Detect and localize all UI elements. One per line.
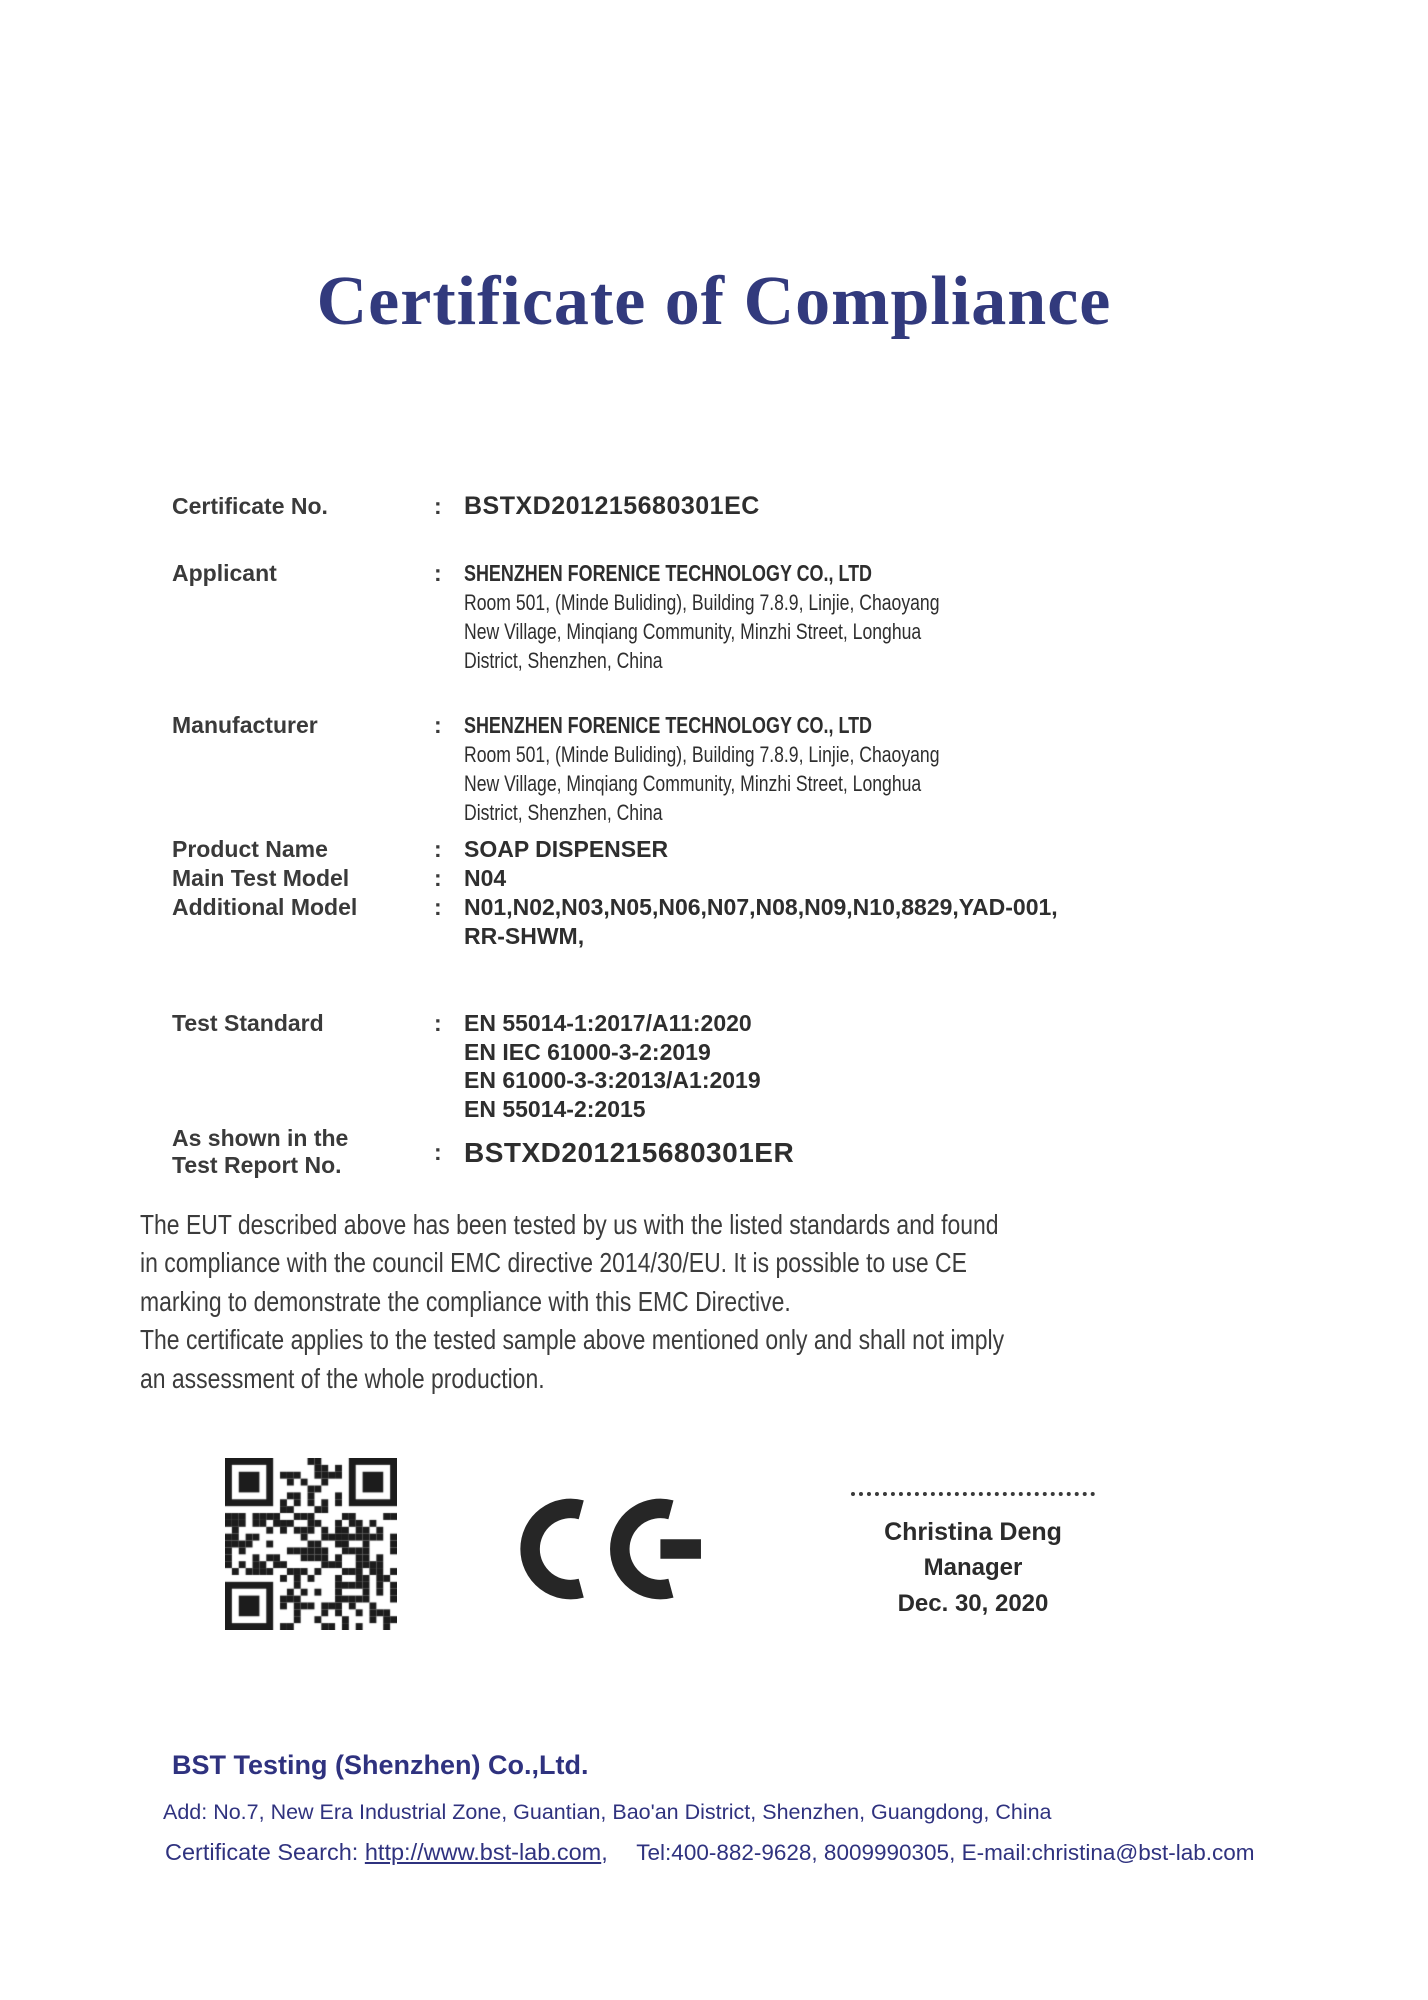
signatory-role: Manager [923,1554,1023,1581]
test-report-label-line-2: Test Report No. [172,1152,342,1178]
footer-company-name: BST Testing (Shenzhen) Co.,Ltd. [172,1750,589,1780]
manufacturer-address-line: Room 501, (Minde Buliding), Building 7.8.9, Linjie, Chaoyang [464,742,940,767]
field-row-manufacturer [172,711,1292,827]
ce-mark-icon [520,1481,715,1617]
main-test-model-value: N04 [464,865,507,891]
applicant-company: SHENZHEN FORENICE TECHNOLOGY CO., LTD [464,560,872,586]
field-row-test-standard [172,1009,1292,1123]
colon-separator: : [434,560,442,586]
colon-separator: : [434,712,442,738]
applicant-address-line: District, Shenzhen, China [464,648,663,673]
signature-dotted-line [851,1492,1095,1496]
additional-model-line: RR-SHWM, [464,923,585,949]
applicant-address-line: New Village, Minqiang Community, Minzhi Street, Longhua [464,619,922,644]
product-name-value: SOAP DISPENSER [464,836,669,862]
manufacturer-address-line: New Village, Minqiang Community, Minzhi Street, Longhua [464,771,922,796]
compliance-statement [140,1206,1290,1398]
certificate-title: Certificate of Compliance [316,263,1112,340]
colon-separator: : [434,865,442,891]
footer-search-line [165,1839,1255,1866]
statement-line: The EUT described above has been tested by us with the listed standards and found [140,1209,999,1240]
colon-separator: : [434,1138,442,1165]
applicant-address-line: Room 501, (Minde Buliding), Building 7.8.9, Linjie, Chaoyang [464,590,940,615]
test-report-label [172,1125,434,1179]
signature-date: Dec. 30, 2020 [897,1590,1049,1617]
field-row-additional-model [172,893,1292,951]
colon-separator: : [434,894,442,920]
test-report-label-line-1: As shown in the [172,1125,349,1151]
signatory-name: Christina Deng [884,1518,1062,1546]
manufacturer-label: Manufacturer [172,712,318,738]
test-report-no-value: BSTXD201215680301ER [464,1136,795,1168]
test-standard-line: EN 61000-3-3:2013/A1:2019 [464,1067,761,1093]
test-standard-line: EN IEC 61000-3-2:2019 [464,1038,711,1065]
certificate-fields [172,492,1292,1179]
signature-block [845,1492,1101,1622]
certificate-search-link[interactable]: http://www.bst-lab.com [364,1839,602,1865]
additional-model-line: N01,N02,N03,N05,N06,N07,N08,N09,N10,8829,YAD-001, [464,894,1058,920]
main-test-model-label: Main Test Model [172,865,350,891]
certificate-no-value: BSTXD201215680301EC [464,492,760,520]
field-row-main-test-model [172,864,1292,893]
colon-separator: : [434,493,442,519]
qr-code-image [225,1458,397,1630]
additional-model-label: Additional Model [172,894,358,920]
field-row-product-name [172,835,1292,864]
footer-address: Add: No.7, New Era Industrial Zone, Guantian, Bao'an District, Shenzhen, Guangdong, China [163,1800,1052,1824]
statement-line: The certificate applies to the tested sample above mentioned only and shall not imply [140,1324,1005,1356]
field-row-applicant [172,559,1292,675]
product-name-label: Product Name [172,836,328,862]
statement-line: marking to demonstrate the compliance with this EMC Directive. [140,1285,791,1317]
certificate-no-label: Certificate No. [172,493,328,519]
certificate-search-label: Certificate Search: [165,1839,359,1865]
footer-contact: Tel:400-882-9628, 8009990305, E-mail:christina@bst-lab.com [636,1840,1255,1865]
manufacturer-company: SHENZHEN FORENICE TECHNOLOGY CO., LTD [464,712,872,738]
test-standard-line: EN 55014-1:2017/A11:2020 [464,1010,752,1036]
colon-separator: : [434,1010,442,1036]
test-standard-line: EN 55014-2:2015 [464,1095,646,1122]
statement-line: in compliance with the council EMC directive 2014/30/EU. It is possible to use CE [140,1247,967,1279]
applicant-label: Applicant [172,560,277,586]
colon-separator: : [434,836,442,862]
field-row-certificate-no [172,492,1292,521]
test-standard-label: Test Standard [172,1010,324,1036]
manufacturer-address-line: District, Shenzhen, China [464,800,663,825]
field-row-test-report [172,1125,1292,1179]
statement-line: an assessment of the whole production. [140,1362,545,1394]
certificate-search-link-suffix: , [601,1839,608,1865]
